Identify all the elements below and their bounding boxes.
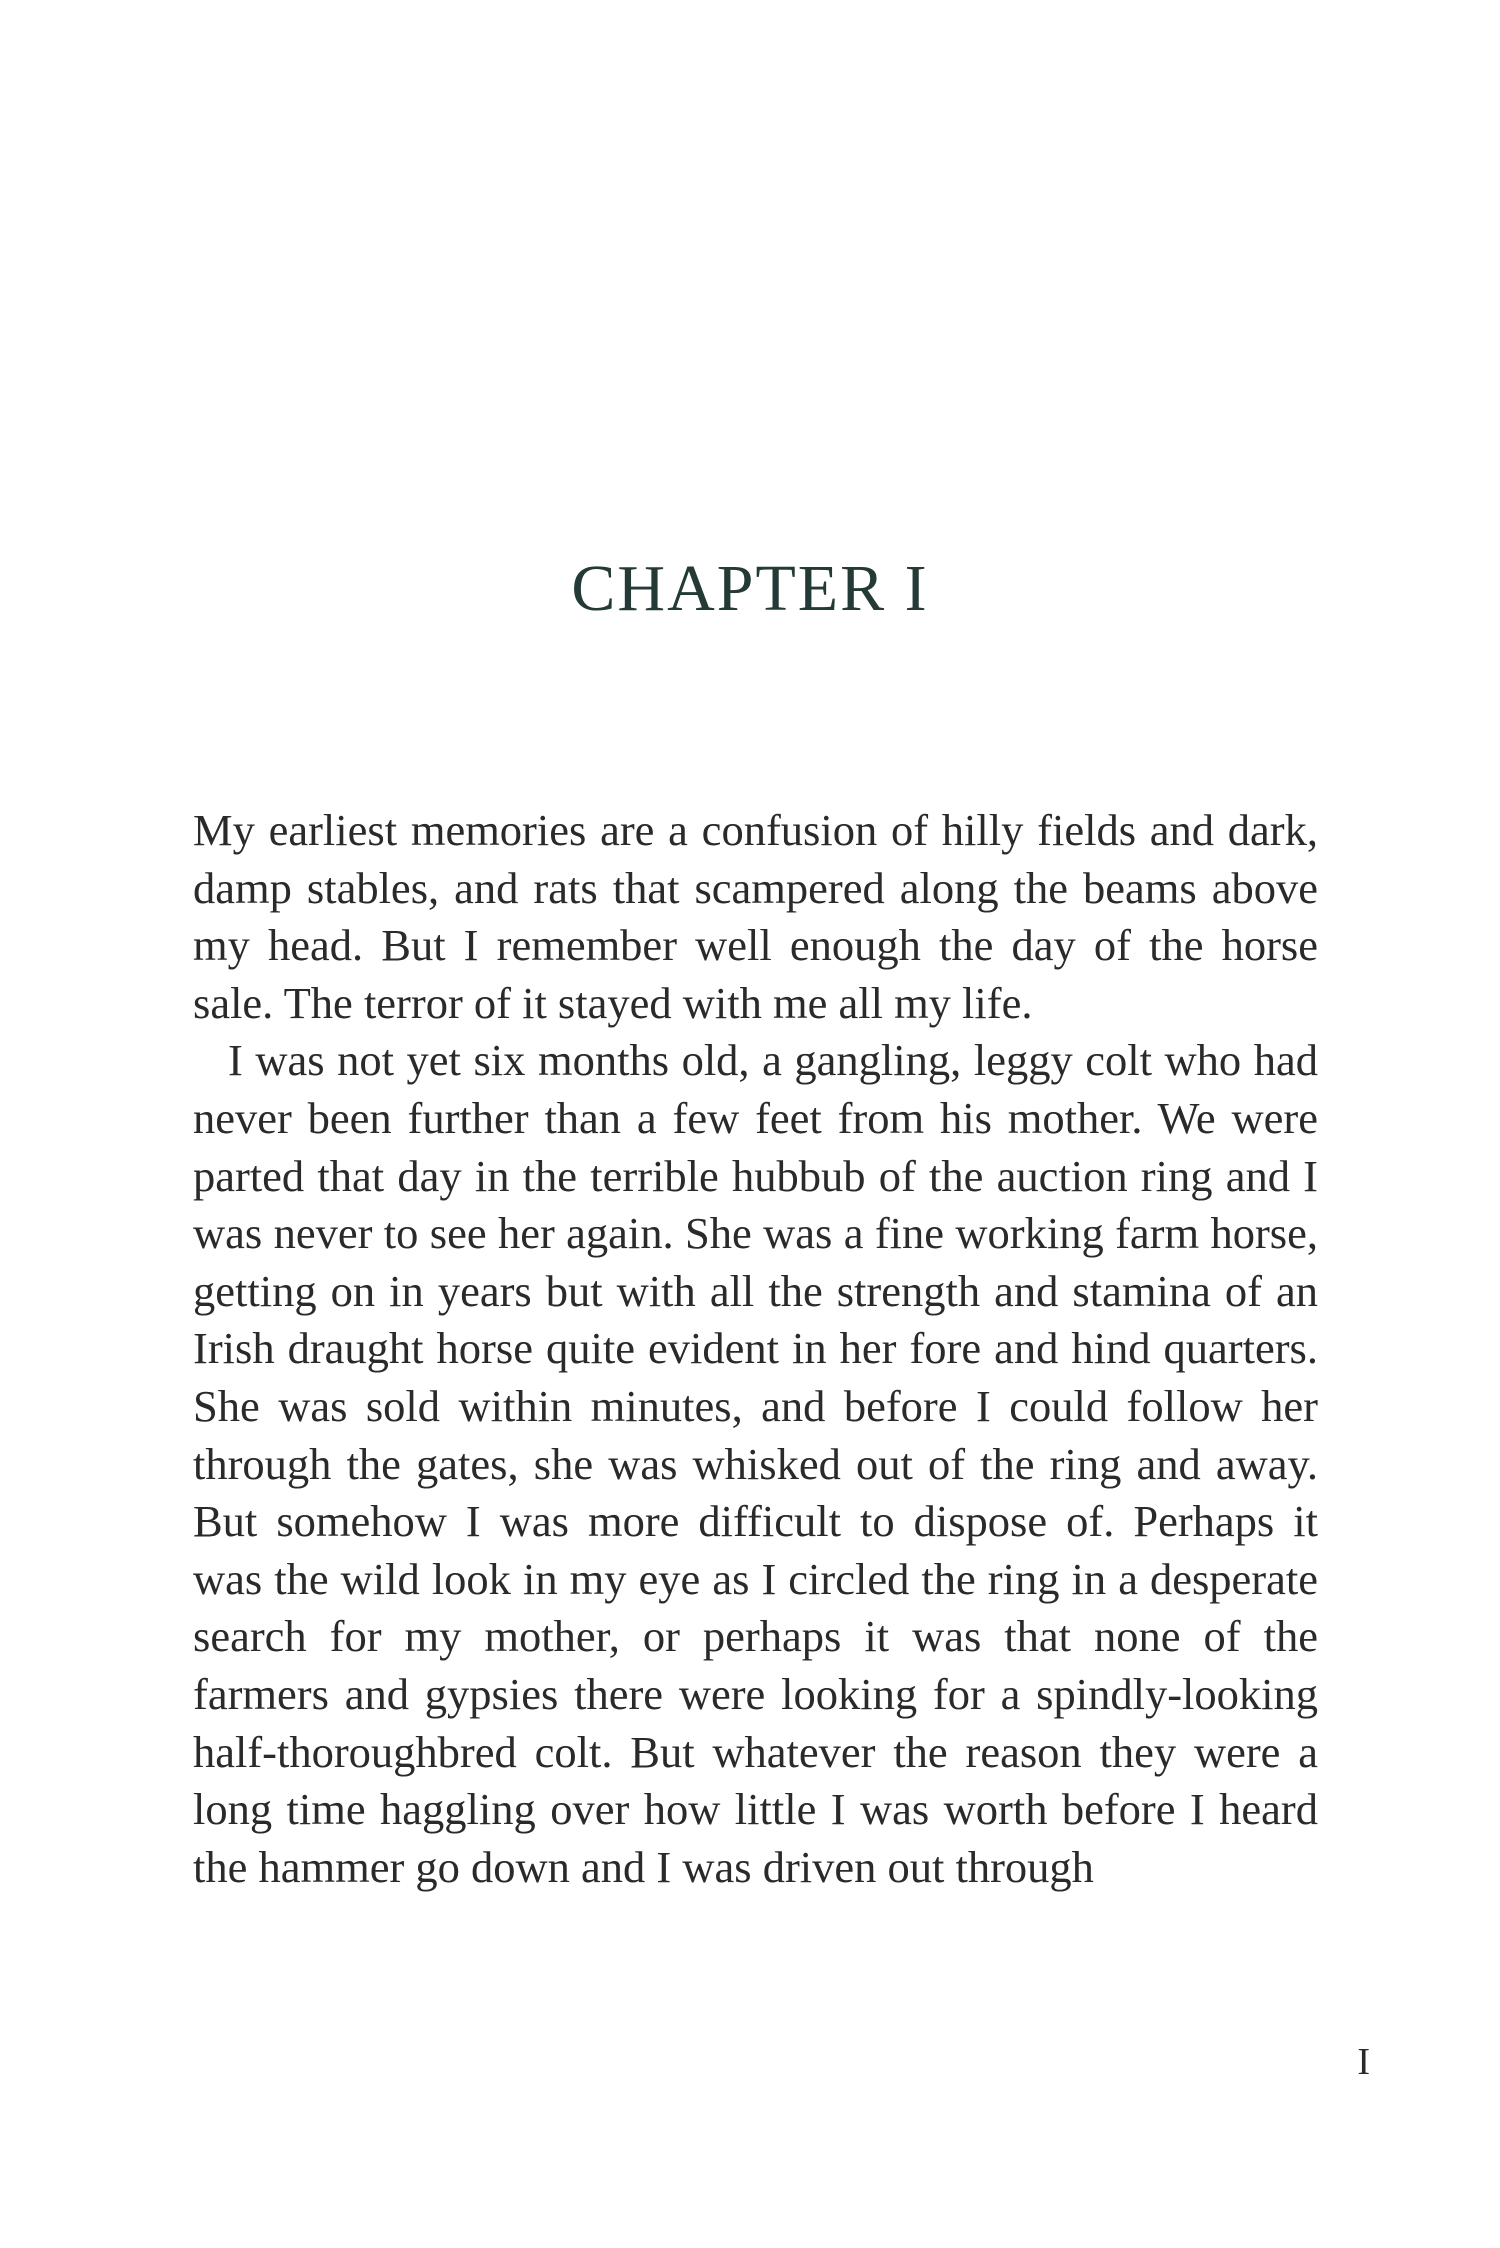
page-number: I: [1357, 2041, 1370, 2083]
paragraph-1: My earliest memories are a confusion of hilly fields and dark, damp stables, and rats that scampered along the beams above my head. But I remember well enough the day of the horse sale. The terror of it stayed with me all my life.: [193, 805, 1318, 1028]
chapter-heading: CHAPTER I: [571, 552, 929, 625]
chapter-body: [193, 802, 1318, 1896]
paragraph-2: I was not yet six months old, a gangling, leggy colt who had never been further than a few feet from his mother. We were parted that day in the terrible hubbub of the auction ring and I was never to see her again. She was a fine working farm horse, getting on in years but with all the strength and stamina of an Irish draught horse quite evident in her fore and hind quarters. She was sold within minutes, and before I could follow her through the gates, she was whisked out of the ring and away. But somehow I was more difficult to dispose of. Perhaps it was the wild look in my eye as I circled the ring in a desperate search for my mother, or perhaps it was that none of the farmers and gypsies there were looking for a spindly-looking half-thoroughbred colt. But whatever the reason they were a long time haggling over how little I was worth before I heard the hammer go down and I was driven out through: [193, 1035, 1318, 1892]
